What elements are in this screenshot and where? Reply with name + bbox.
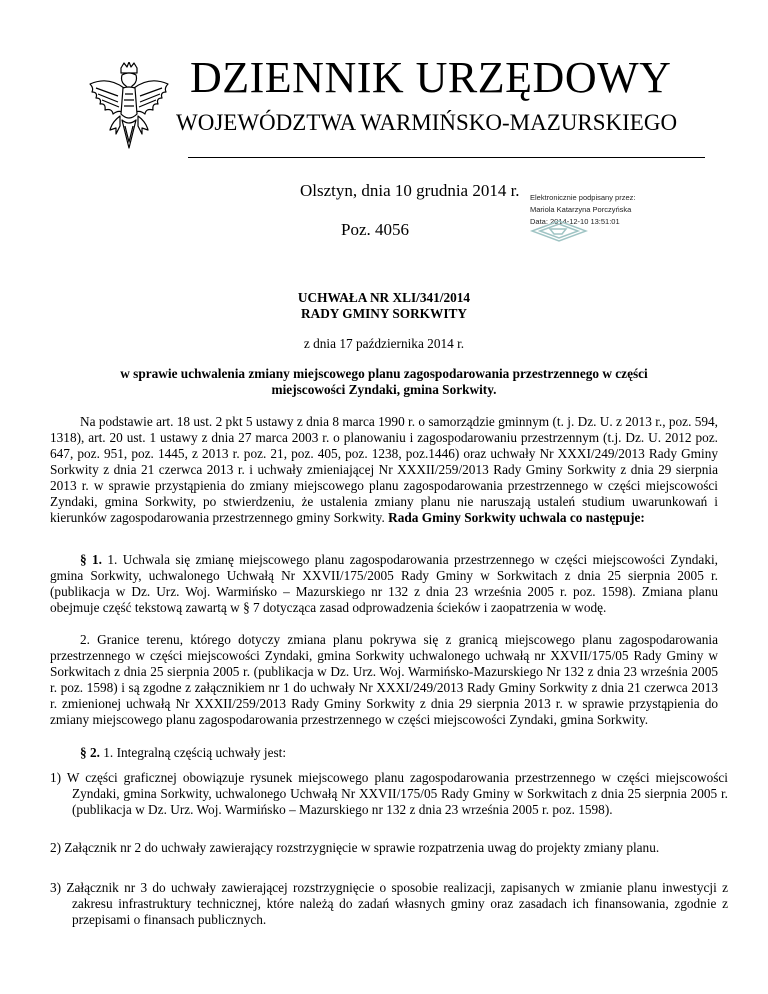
signature-seal-icon: [530, 220, 588, 242]
section-1-paragraph-2: [50, 632, 718, 728]
list-item-1: 1) W części graficznej obowiązuje rysunek miejscowego planu zagospodarowania przestrzennego w części miejscowości Zyndaki, gmina Sorkwity, uchwalonego Uchwałą Nr XXVII/175/05 Rady Gminy w Sorkwitach z dnia 25 sierpnia 2005 r. (publikacja w Dz. Urz. Woj. Warmińsko – Mazurskiego nr 132 z dnia 23 września 2005 r. poz. 1598).: [50, 770, 728, 817]
preamble: [50, 414, 718, 526]
position-number: Poz. 4056: [341, 220, 409, 239]
signature-signer: Mariola Katarzyna Porczyńska: [530, 205, 632, 214]
preamble-enacting-clause: Rada Gminy Sorkwity uchwala co następuje:: [388, 510, 645, 525]
preamble-text: Na podstawie art. 18 ust. 2 pkt 5 ustawy z dnia 8 marca 1990 r. o samorządzie gminnym (t. j. Dz. U. z 2013 r., poz. 594, 1318), art. 20 ust. 1 ustawy z dnia 27 marca 2003 r. o planowaniu i zagospodarowaniu przestrzennym (t.j. Dz. U. 2012 poz. 647, poz. 951, poz. 1445, z 2013 r. poz. 21, poz. 405, poz. 1238, poz.1446) oraz uchwały Nr XXXI/249/2013 Rady Gminy Sorkwity z dnia 21 czerwca 2013 r. i uchwały zmieniającej Nr XXXII/259/2013 Rady Gminy Sorkwity z dnia 29 sierpnia 2013 r. w sprawie przystąpienia do zmiany miejscowego planu zagospodarowania przestrzennego w części miejscowości Zyndaki, gmina Sorkwity, po stwierdzeniu, że ustalenia zmiany planu nie naruszają ustaleń studium uwarunkowań i kierunków zagospodarowania przestrzennego gminy Sorkwity.: [50, 414, 718, 525]
list-item-2: 2) Załącznik nr 2 do uchwały zawierający rozstrzygnięcie w sprawie rozpatrzenia uwag do projekty zmiany planu.: [50, 840, 660, 855]
section-1-paragraph-2-text: 2. Granice terenu, którego dotyczy zmiana planu pokrywa się z granicą miejscowego planu zagospodarowania przestrzennego w części miejscowości Zyndaki, gmina Sorkwity uchwalonego uchwałą nr XXVII/175/05 Rady Gminy w Sorkwitach z dnia 25 sierpnia 2005 r. (publikacja w Dz. Urz. Woj. Warmińsko-Mazurskiego Nr 132 z dnia 23 września 2005 r. poz. 1598) i są zgodne z załącznikiem nr 1 do uchwały Nr XXXI/249/2013 Rady Gminy Sorkwity z dnia 21 czerwca 2013 r. zmienionej uchwałą Nr XXXII/259/2013 Rady Gminy Sorkwity z dnia 29 sierpnia 2013 r. w sprawie przystąpienia do zmiany miejscowego planu zagospodarowania przestrzennego w części miejscowości Zyndaki, gmina Sorkwity.: [50, 632, 718, 727]
masthead-divider: [188, 157, 705, 158]
resolution-date: z dnia 17 października 2014 r.: [303, 336, 465, 351]
journal-subtitle: WOJEWÓDZTWA WARMIŃSKO-MAZURSKIEGO: [176, 110, 678, 135]
journal-title: DZIENNIK URZĘDOWY: [190, 53, 672, 102]
section-2-text: 1. Integralną częścią uchwały jest:: [103, 745, 287, 760]
section-2-paragraph-1: [50, 745, 718, 761]
signature-label: Elektronicznie podpisany przez:: [530, 193, 636, 202]
eagle-emblem-icon: [86, 62, 172, 156]
signature-date: Data: 2014-12-10 13:51:01: [530, 217, 620, 226]
resolution-subject-line2: miejscowości Zyndaki, gmina Sorkwity.: [271, 382, 497, 397]
list-item-3: 3) Załącznik nr 3 do uchwały zawierającej rozstrzygnięcie o sposobie realizacji, zapisanych w zmianie planu inwestycji z zakresu infrastruktury technicznej, które należą do zadań własnych gminy oraz zasadach ich finansowania, zgodnie z przepisami o finansach publicznych.: [50, 880, 728, 927]
section-1-text: 1. Uchwala się zmianę miejscowego planu zagospodarowania przestrzennego w części miejscowości Zyndaki, gmina Sorkwity, uchwalonego Uchwałą Nr XXVII/175/2005 Rady Gminy w Sorkwitach z dnia 25 sierpnia 2005 r. (publikacja w Dz. Urz. Woj. Warmińsko – Mazurskiego nr 132 z dnia 23 września 2005 r. poz. 1598). Zmiana planu obejmuje część tekstową zawartą w § 7 dotycząca zasad odprowadzenia ścieków i zaopatrzenia w wodę.: [50, 552, 718, 615]
resolution-body: RADY GMINY SORKWITY: [301, 306, 467, 321]
section-1-mark: § 1.: [80, 552, 102, 567]
place-date: Olsztyn, dnia 10 grudnia 2014 r.: [300, 181, 520, 200]
section-1-paragraph-1: [50, 552, 718, 616]
electronic-signature: [530, 192, 635, 228]
resolution-number: UCHWAŁA NR XLI/341/2014: [297, 290, 471, 305]
resolution-subject-line1: w sprawie uchwalenia zmiany miejscowego planu zagospodarowania przestrzennego w części: [120, 366, 648, 381]
section-2-mark: § 2.: [80, 745, 100, 760]
